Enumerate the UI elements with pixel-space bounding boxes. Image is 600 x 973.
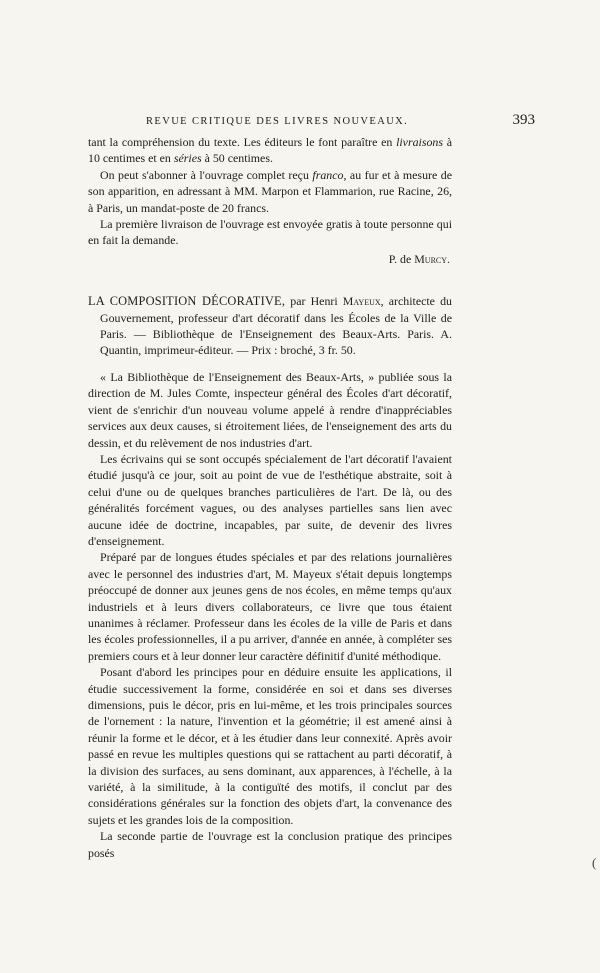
paragraph: [88, 134, 452, 167]
paragraph: La première livraison de l'ouvrage est envoyée gratis à toute personne qui en fait la demande.: [88, 217, 452, 248]
publication-details: , architecte du Gouvernement, professeur d'art décoratif dans les Écoles de la Ville de Paris. — Bibliothèque de l'Enseignement des Beaux-Arts. Paris. A. Quantin, imprimeur-éditeur. — Prix : broché, 3 fr. 50.: [100, 294, 452, 358]
text-run: On peut s'abonner à l'ouvrage complet reçu: [100, 167, 313, 182]
text-body: [88, 134, 452, 861]
text-run: à 10 centimes et en: [88, 135, 452, 166]
paragraph: Les écrivains qui se sont occupés spécialement de l'art décoratif l'avaient étudié jusqu'à ce jour, soit au point de vue de l'esthétique abstraite, soit à celui d'une ou de quelques branches particulières de l'art. De là, ou des généralités forcément vagues, ou des analyses partielles sans lien avec aucune idée de doctrine, incapables, par suite, de devenir des livres d'enseignement.: [88, 451, 452, 548]
paragraph: « La Bibliothèque de l'Enseignement des Beaux-Arts, » publiée sous la direction de M. Jules Comte, inspecteur général des Écoles d'art décoratif, vient de s'enrichir d'un nouveau volume appelé à rendre d'inappréciables services aux deux causes, si étroitement liées, de l'enseignement des arts du dessin, et du relèvement de nos industries d'art.: [88, 369, 452, 450]
book-title: LA COMPOSITION DÉCORATIVE,: [88, 294, 286, 309]
italic-run: séries: [173, 151, 202, 166]
author-name: Mayeux: [342, 294, 381, 309]
page-number: 393: [512, 112, 535, 128]
paragraph: [88, 167, 452, 216]
paragraph: La seconde partie de l'ouvrage est la conclusion pratique des principes posés: [88, 829, 452, 860]
running-title: REVUE CRITIQUE DES LIVRES NOUVEAUX.: [146, 116, 409, 127]
review-heading: [88, 293, 452, 359]
text-run: par Henri: [285, 294, 343, 309]
signature-initial: P. de: [388, 251, 415, 266]
signature-surname: Murcy.: [414, 251, 450, 266]
margin-mark: (: [592, 855, 597, 870]
italic-run: livraisons: [396, 135, 443, 149]
text-run: à 50 centimes.: [201, 151, 273, 166]
italic-run: franco: [312, 167, 344, 182]
paragraph: Préparé par de longues études spéciales et par des relations journalières avec le personnel des industries d'art, M. Mayeux s'était depuis longtemps préoccupé de donner aux jeunes gens de nos écoles, en même temps qu'aux industriels et à leurs divers collaborateurs, ce livre que tous étaient unanimes à réclamer. Professeur dans les écoles de la ville de Paris et dans les écoles professionnelles, il a pu arriver, d'année en année, à compléter ses premiers cours et à leur donner leur caractère définitif d'unité méthodique.: [88, 550, 452, 663]
text-run: , au fur et à mesure de son apparition, en adressant à MM. Marpon et Flammarion, rue Racine, 26, à Paris, un mandat-poste de 20 francs.: [88, 167, 452, 215]
running-header: [80, 112, 535, 129]
text-run: tant la compréhension du texte. Les éditeurs le font paraître en: [88, 135, 397, 149]
paragraph: Posant d'abord les principes pour en déduire ensuite les applications, il étudie successivement la forme, considérée en soi et dans ses diverses dimensions, puis le décor, pris en lui-même, et les trois principales sources de l'ornement : la nature, l'invention et la géométrie; il est amené ainsi à réunir la forme et le décor, et à les étudier dans leur connexité. Après avoir passé en revue les multiples questions qui se rattachent au parti décoratif, à la division des surfaces, au sens dominant, aux apparences, à l'échelle, à la variété, à la similitude, à la contiguïté des motifs, il conclut par des considérations générales sur la fonction des objets d'art, la convenance des sujets et les grandes lois de la composition.: [88, 665, 452, 827]
signature: [88, 251, 452, 267]
